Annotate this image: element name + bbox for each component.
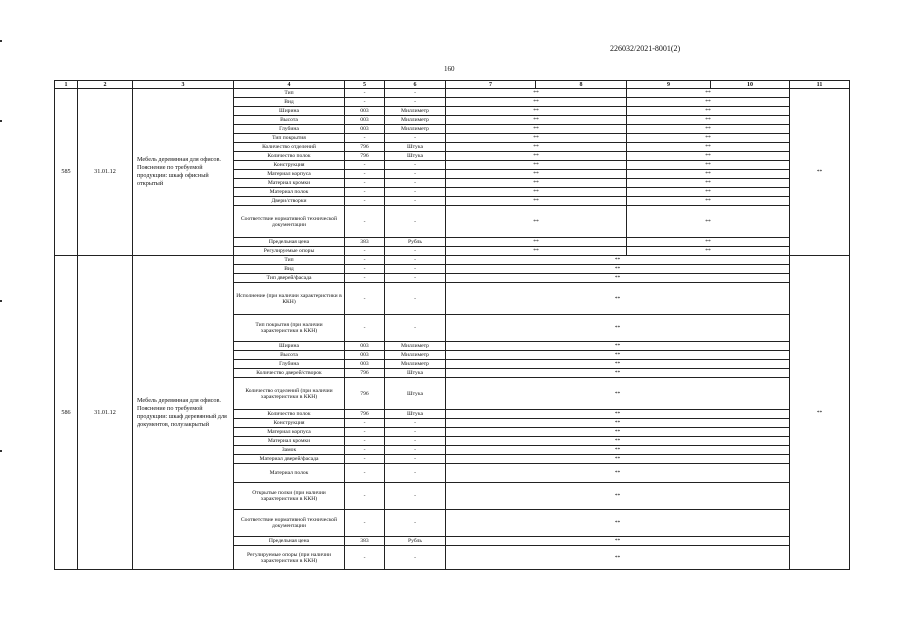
okei-code-cell: -: [345, 428, 385, 437]
unit-name-cell: -: [385, 134, 446, 143]
unit-name-cell: Миллиметр: [385, 351, 446, 360]
requirement-value-cell: **: [446, 342, 790, 351]
characteristic-name-cell: Замок: [234, 446, 345, 455]
okei-code-cell: -: [345, 206, 385, 238]
requirement-value-cell: **: [627, 170, 790, 179]
header-cell: 3: [133, 81, 234, 89]
unit-name-cell: -: [385, 455, 446, 464]
characteristic-name-cell: Количество отделений (при наличии характеристики в ККН): [234, 378, 345, 410]
okei-code-cell: -: [345, 283, 385, 315]
okei-code-cell: 003: [345, 125, 385, 134]
requirement-value-cell: **: [446, 125, 627, 134]
okei-code-cell: -: [345, 179, 385, 188]
requirement-value-cell: **: [446, 107, 627, 116]
header-cell: 9: [627, 81, 711, 89]
header-cell: 4: [234, 81, 345, 89]
requirement-value-cell: **: [446, 419, 790, 428]
okei-code-cell: 796: [345, 410, 385, 419]
characteristic-name-cell: Количество дверей/створок: [234, 369, 345, 378]
unit-name-cell: -: [385, 247, 446, 256]
characteristic-name-cell: Глубина: [234, 125, 345, 134]
characteristic-name-cell: Ширина: [234, 342, 345, 351]
unit-name-cell: -: [385, 89, 446, 98]
okei-code-cell: -: [345, 89, 385, 98]
okei-code-cell: -: [345, 247, 385, 256]
unit-name-cell: -: [385, 464, 446, 483]
requirement-value-cell: **: [446, 134, 627, 143]
requirement-value-cell: **: [627, 125, 790, 134]
requirement-value-cell: **: [627, 197, 790, 206]
requirement-value-cell: **: [627, 206, 790, 238]
header-cell: 8: [536, 81, 627, 89]
characteristic-name-cell: Открытые полки (при наличии характеристики в ККН): [234, 483, 345, 510]
unit-name-cell: Штука: [385, 143, 446, 152]
product-description-cell: Мебель деревянная для офисов. Пояснение по требуемой продукции: шкаф офисный открытый: [133, 89, 234, 256]
document-id: 226032/2021-8001(2): [610, 44, 681, 53]
requirement-value-cell: **: [627, 152, 790, 161]
characteristic-name-cell: Двери/створки: [234, 197, 345, 206]
okei-code-cell: -: [345, 437, 385, 446]
requirement-value-cell: **: [446, 143, 627, 152]
requirement-value-cell: **: [446, 238, 627, 247]
unit-name-cell: Штука: [385, 378, 446, 410]
unit-name-cell: Миллиметр: [385, 107, 446, 116]
characteristic-name-cell: Соответствие нормативной технической документации: [234, 510, 345, 537]
okei-code-cell: 003: [345, 116, 385, 125]
requirement-value-cell: **: [627, 89, 790, 98]
okpd-code-cell: 31.01.12: [78, 256, 133, 570]
characteristic-name-cell: Глубина: [234, 360, 345, 369]
unit-name-cell: -: [385, 197, 446, 206]
requirement-value-cell: **: [446, 483, 790, 510]
characteristic-name-cell: Материал кромки: [234, 437, 345, 446]
characteristic-name-cell: Исполнение (при наличии характеристики в ККН): [234, 283, 345, 315]
requirement-value-cell: **: [627, 143, 790, 152]
requirement-value-cell: **: [446, 274, 790, 283]
justification-cell: **: [790, 256, 850, 570]
unit-name-cell: Штука: [385, 410, 446, 419]
row-number-cell: 585: [55, 89, 78, 256]
table-header-row: [55, 81, 850, 89]
unit-name-cell: Миллиметр: [385, 342, 446, 351]
scan-margin-mark: [0, 40, 2, 42]
unit-name-cell: -: [385, 170, 446, 179]
scan-margin-mark: [0, 450, 2, 452]
requirement-value-cell: **: [446, 265, 790, 274]
requirement-value-cell: **: [446, 170, 627, 179]
characteristic-name-cell: Высота: [234, 116, 345, 125]
unit-name-cell: Рубль: [385, 537, 446, 546]
requirement-value-cell: **: [446, 188, 627, 197]
requirement-value-cell: **: [446, 410, 790, 419]
header-cell: 10: [711, 81, 790, 89]
okei-code-cell: 383: [345, 238, 385, 247]
okei-code-cell: -: [345, 98, 385, 107]
unit-name-cell: -: [385, 446, 446, 455]
requirement-value-cell: **: [446, 161, 627, 170]
okei-code-cell: -: [345, 265, 385, 274]
unit-name-cell: -: [385, 161, 446, 170]
product-description-cell: Мебель деревянная для офисов. Пояснение по требуемой продукции: шкаф деревянный для документов, полузакрытый: [133, 256, 234, 570]
unit-name-cell: Миллиметр: [385, 125, 446, 134]
requirement-value-cell: **: [446, 369, 790, 378]
requirement-value-cell: **: [446, 455, 790, 464]
row-number-cell: 586: [55, 256, 78, 570]
okei-code-cell: -: [345, 419, 385, 428]
scan-margin-mark: [0, 300, 2, 302]
okei-code-cell: 003: [345, 351, 385, 360]
okei-code-cell: -: [345, 256, 385, 265]
unit-name-cell: -: [385, 256, 446, 265]
requirement-value-cell: **: [446, 437, 790, 446]
okei-code-cell: -: [345, 546, 385, 570]
characteristic-name-cell: Предельная цена: [234, 537, 345, 546]
requirement-value-cell: **: [446, 256, 790, 265]
characteristic-name-cell: Конструкция: [234, 161, 345, 170]
requirement-value-cell: **: [627, 238, 790, 247]
characteristic-name-cell: Тип дверей/фасада: [234, 274, 345, 283]
okei-code-cell: 003: [345, 342, 385, 351]
requirement-value-cell: **: [446, 98, 627, 107]
requirement-value-cell: **: [627, 179, 790, 188]
table-row: [55, 256, 850, 265]
characteristic-name-cell: Регулируемые опоры: [234, 247, 345, 256]
characteristic-name-cell: Тип покрытия: [234, 134, 345, 143]
requirement-value-cell: **: [446, 89, 627, 98]
characteristic-name-cell: Тип: [234, 256, 345, 265]
okei-code-cell: 796: [345, 369, 385, 378]
requirement-value-cell: **: [446, 152, 627, 161]
requirement-value-cell: **: [446, 510, 790, 537]
unit-name-cell: -: [385, 265, 446, 274]
requirement-value-cell: **: [446, 247, 627, 256]
requirement-value-cell: **: [446, 446, 790, 455]
requirement-value-cell: **: [446, 351, 790, 360]
characteristic-name-cell: Количество полок: [234, 152, 345, 161]
okei-code-cell: -: [345, 446, 385, 455]
requirement-value-cell: **: [446, 206, 627, 238]
okei-code-cell: 796: [345, 152, 385, 161]
header-cell: 2: [78, 81, 133, 89]
requirement-value-cell: **: [627, 107, 790, 116]
characteristic-name-cell: Предельная цена: [234, 238, 345, 247]
okei-code-cell: -: [345, 170, 385, 179]
requirement-value-cell: **: [446, 179, 627, 188]
okei-code-cell: 796: [345, 143, 385, 152]
requirement-value-cell: **: [446, 537, 790, 546]
okei-code-cell: -: [345, 510, 385, 537]
requirement-value-cell: **: [446, 116, 627, 125]
unit-name-cell: -: [385, 283, 446, 315]
characteristic-name-cell: Количество полок: [234, 410, 345, 419]
okei-code-cell: -: [345, 134, 385, 143]
justification-cell: **: [790, 89, 850, 256]
unit-name-cell: -: [385, 546, 446, 570]
unit-name-cell: -: [385, 315, 446, 342]
requirement-value-cell: **: [446, 197, 627, 206]
okei-code-cell: 003: [345, 107, 385, 116]
unit-name-cell: Штука: [385, 152, 446, 161]
requirement-value-cell: **: [446, 546, 790, 570]
requirements-table: [54, 80, 850, 570]
characteristic-name-cell: Материал кромки: [234, 179, 345, 188]
header-cell: 11: [790, 81, 850, 89]
header-cell: 6: [385, 81, 446, 89]
characteristic-name-cell: Высота: [234, 351, 345, 360]
okei-code-cell: -: [345, 483, 385, 510]
characteristic-name-cell: Конструкция: [234, 419, 345, 428]
requirement-value-cell: **: [627, 161, 790, 170]
unit-name-cell: -: [385, 98, 446, 107]
unit-name-cell: -: [385, 179, 446, 188]
header-cell: 1: [55, 81, 78, 89]
requirement-value-cell: **: [627, 134, 790, 143]
characteristic-name-cell: Количество отделений: [234, 143, 345, 152]
okei-code-cell: -: [345, 197, 385, 206]
okei-code-cell: -: [345, 315, 385, 342]
requirement-value-cell: **: [446, 428, 790, 437]
characteristic-name-cell: Тип: [234, 89, 345, 98]
okei-code-cell: 796: [345, 378, 385, 410]
characteristic-name-cell: Соответствие нормативной технической документации: [234, 206, 345, 238]
unit-name-cell: Штука: [385, 369, 446, 378]
characteristic-name-cell: Материал полок: [234, 464, 345, 483]
unit-name-cell: -: [385, 419, 446, 428]
unit-name-cell: Миллиметр: [385, 116, 446, 125]
unit-name-cell: -: [385, 206, 446, 238]
okei-code-cell: 383: [345, 537, 385, 546]
okei-code-cell: -: [345, 161, 385, 170]
table-row: [55, 89, 850, 98]
unit-name-cell: -: [385, 428, 446, 437]
characteristic-name-cell: Вид: [234, 98, 345, 107]
okpd-code-cell: 31.01.12: [78, 89, 133, 256]
okei-code-cell: -: [345, 188, 385, 197]
characteristic-name-cell: Материал корпуса: [234, 170, 345, 179]
requirement-value-cell: **: [446, 378, 790, 410]
unit-name-cell: -: [385, 483, 446, 510]
unit-name-cell: -: [385, 437, 446, 446]
characteristic-name-cell: Ширина: [234, 107, 345, 116]
header-cell: 7: [446, 81, 536, 89]
okei-code-cell: 003: [345, 360, 385, 369]
characteristic-name-cell: Вид: [234, 265, 345, 274]
header-cell: 5: [345, 81, 385, 89]
characteristic-name-cell: Материал корпуса: [234, 428, 345, 437]
unit-name-cell: Миллиметр: [385, 360, 446, 369]
requirement-value-cell: **: [446, 283, 790, 315]
requirement-value-cell: **: [446, 360, 790, 369]
requirement-value-cell: **: [627, 98, 790, 107]
characteristic-name-cell: Материал дверей/фасада: [234, 455, 345, 464]
unit-name-cell: Рубль: [385, 238, 446, 247]
okei-code-cell: -: [345, 464, 385, 483]
unit-name-cell: -: [385, 274, 446, 283]
requirement-value-cell: **: [627, 116, 790, 125]
scan-margin-mark: [0, 120, 2, 122]
characteristic-name-cell: Регулируемые опоры (при наличии характеристики в ККН): [234, 546, 345, 570]
unit-name-cell: -: [385, 188, 446, 197]
okei-code-cell: -: [345, 274, 385, 283]
requirement-value-cell: **: [446, 315, 790, 342]
characteristic-name-cell: Тип покрытия (при наличии характеристики в ККН): [234, 315, 345, 342]
page-number: 160: [444, 65, 455, 73]
characteristic-name-cell: Материал полок: [234, 188, 345, 197]
okei-code-cell: -: [345, 455, 385, 464]
requirement-value-cell: **: [627, 188, 790, 197]
unit-name-cell: -: [385, 510, 446, 537]
requirement-value-cell: **: [627, 247, 790, 256]
requirement-value-cell: **: [446, 464, 790, 483]
